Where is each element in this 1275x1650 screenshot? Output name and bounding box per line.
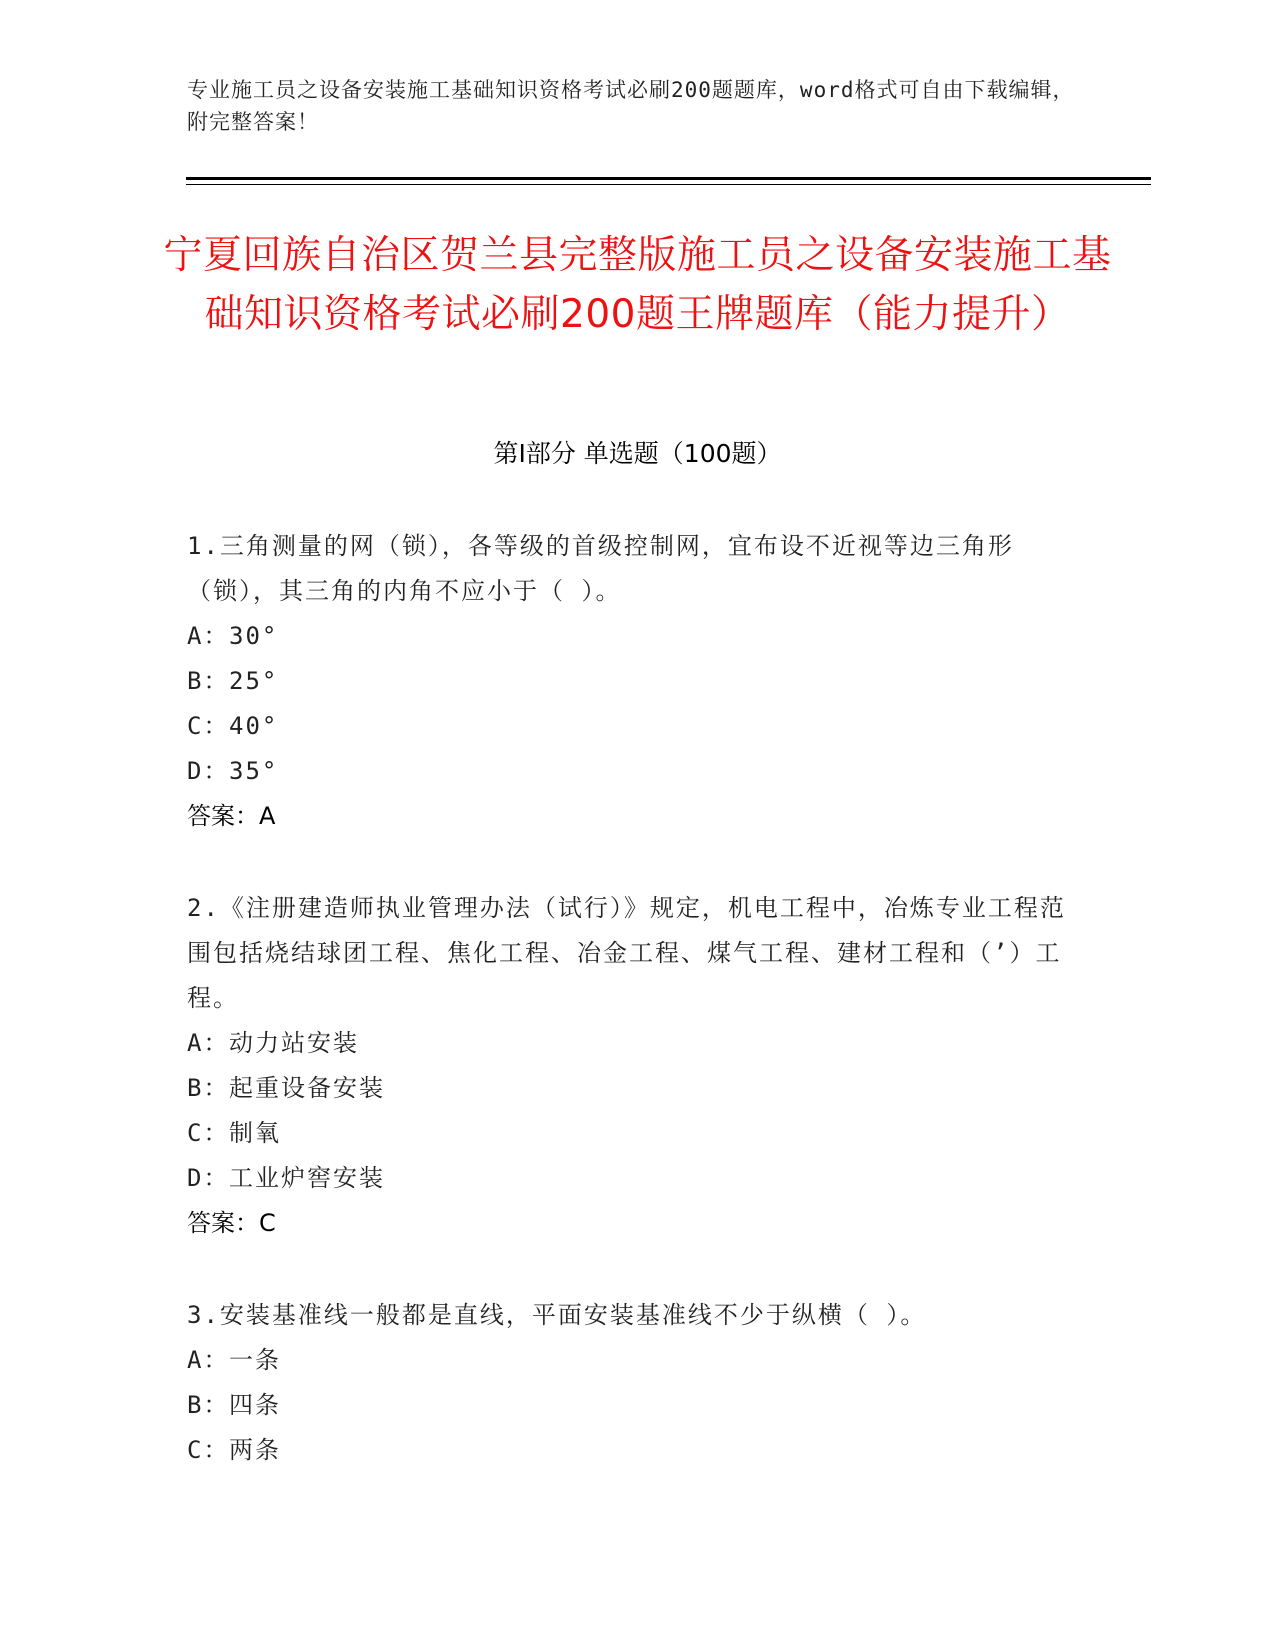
option-value: 25° xyxy=(229,667,279,695)
option-value: 四条 xyxy=(229,1391,281,1419)
option-key: C： xyxy=(187,1119,230,1147)
option-key: B： xyxy=(187,1391,230,1419)
question-3 xyxy=(187,1293,1067,1473)
document-title: 宁夏回族自治区贺兰县完整版施工员之设备安装施工基础知识资格考试必刷200题王牌题库（能力提升） xyxy=(163,233,1112,337)
option-value: 35° xyxy=(229,757,279,785)
option-key: D： xyxy=(187,757,230,785)
question-text: 1.三角测量的网（锁），各等级的首级控制网，宜布设不近视等边三角形（锁），其三角的内角不应小于（ ）。 xyxy=(187,532,1014,605)
option-b xyxy=(187,659,1067,704)
question-2 xyxy=(187,886,1067,1246)
answer-line: 答案：C xyxy=(187,1209,276,1237)
header-rule-thick xyxy=(186,177,1151,180)
option-a xyxy=(187,1021,1067,1066)
answer-line: 答案：A xyxy=(187,802,276,830)
option-c xyxy=(187,1111,1067,1156)
section-heading: 第Ⅰ部分 单选题（100题） xyxy=(493,439,782,468)
option-d xyxy=(187,1156,1067,1201)
option-value: 30° xyxy=(229,622,279,650)
option-value: 两条 xyxy=(229,1436,281,1464)
option-value: 工业炉窖安装 xyxy=(229,1164,385,1192)
option-value: 40° xyxy=(229,712,279,740)
option-value: 起重设备安装 xyxy=(229,1074,385,1102)
option-d xyxy=(187,749,1067,794)
option-key: B： xyxy=(187,667,230,695)
option-key: A： xyxy=(187,1346,230,1374)
option-key: C： xyxy=(187,712,230,740)
option-a xyxy=(187,1338,1067,1383)
option-b xyxy=(187,1383,1067,1428)
option-value: 一条 xyxy=(229,1346,281,1374)
option-value: 制氧 xyxy=(229,1119,281,1147)
option-c xyxy=(187,704,1067,749)
option-b xyxy=(187,1066,1067,1111)
question-text: 3.安装基准线一般都是直线，平面安装基准线不少于纵横（ ）。 xyxy=(187,1301,927,1329)
question-text: 2.《注册建造师执业管理办法（试行）》规定，机电工程中，冶炼专业工程范围包括烧结球团工程、焦化工程、冶金工程、煤气工程、建材工程和（’）工程。 xyxy=(187,894,1066,1012)
option-key: D： xyxy=(187,1164,230,1192)
option-key: A： xyxy=(187,622,230,650)
option-key: C： xyxy=(187,1436,230,1464)
option-c xyxy=(187,1428,1067,1473)
option-a xyxy=(187,614,1067,659)
option-value: 动力站安装 xyxy=(229,1029,359,1057)
question-1 xyxy=(187,524,1067,839)
header-rule-thin xyxy=(186,184,1151,185)
option-key: B： xyxy=(187,1074,230,1102)
option-key: A： xyxy=(187,1029,230,1057)
header-note: 专业施工员之设备安装施工基础知识资格考试必刷200题题库，word格式可自由下载编辑，附完整答案！ xyxy=(187,78,1075,134)
